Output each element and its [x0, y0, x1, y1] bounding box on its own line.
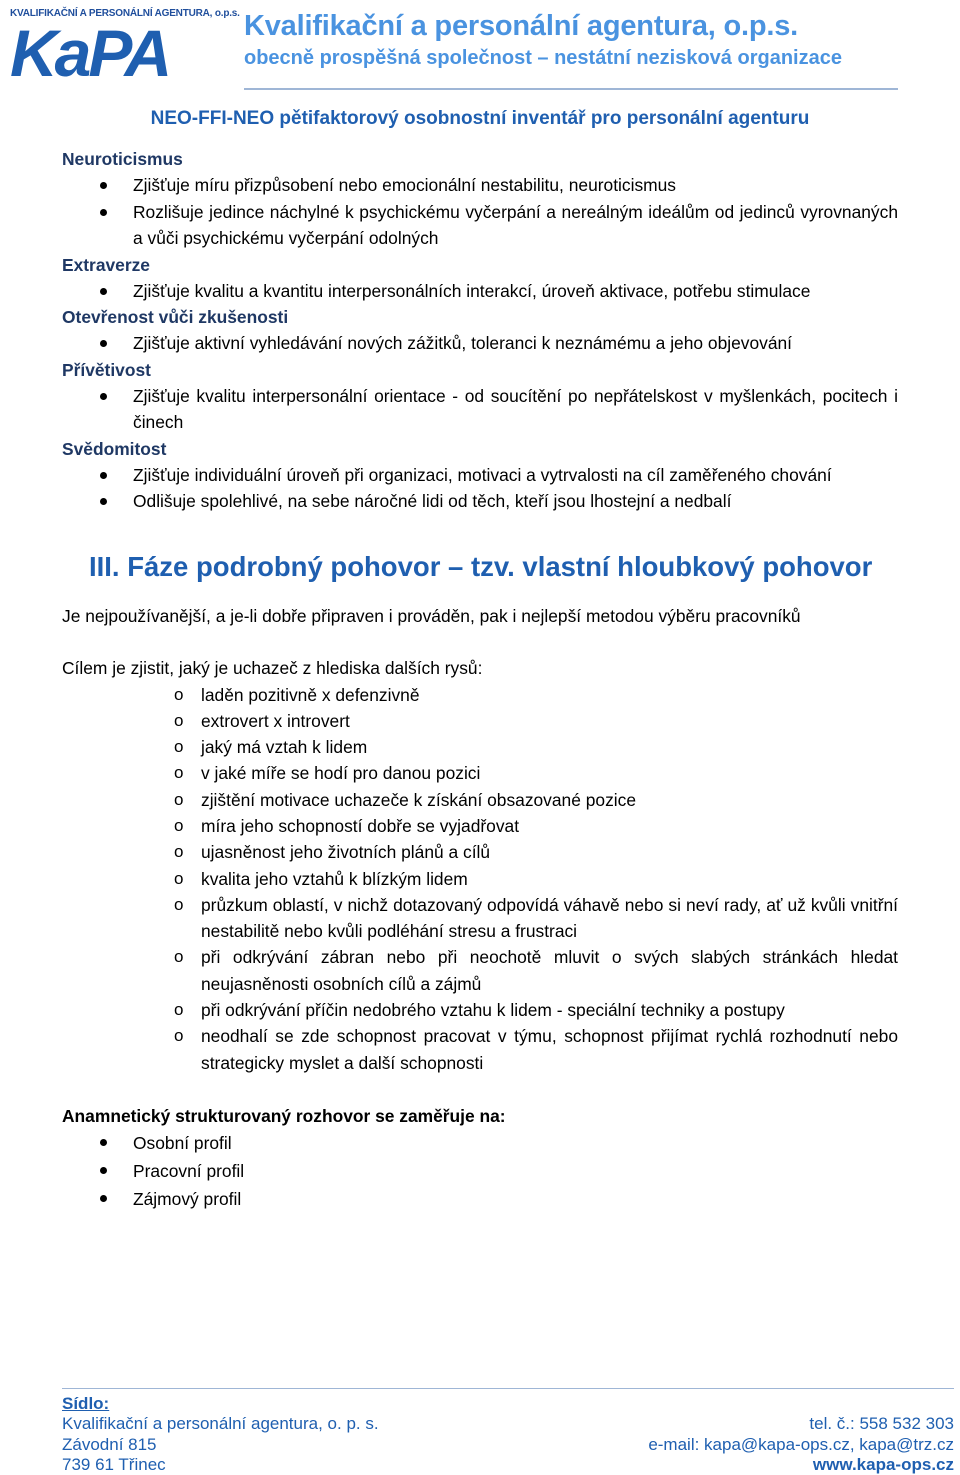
- address-line: Kvalifikační a personální agentura, o. p. s.: [62, 1414, 379, 1433]
- section-agreeableness: [62, 357, 898, 436]
- document-title: NEO-FFI-NEO pětifaktorový osobnostní inventář pro personální agenturu: [150, 108, 810, 129]
- kapa-logo: [10, 8, 240, 90]
- list-item: Zájmový profil: [62, 1185, 898, 1213]
- list-item: Zjišťuje míru přizpůsobení nebo emocionální nestabilitu, neuroticismus: [62, 172, 898, 199]
- list-item: o v jaké míře se hodí pro danou pozici: [62, 760, 898, 786]
- section-heading: Přívětivost: [62, 359, 151, 380]
- list-item: o extrovert x introvert: [62, 708, 898, 734]
- organization-title: Kvalifikační a personální agentura, o.p.s.: [244, 10, 799, 42]
- website-link[interactable]: www.kapa-ops.cz: [812, 1455, 954, 1474]
- phase-heading: III. Fáze podrobný pohovor – tzv. vlastní hloubkový pohovor: [89, 550, 873, 582]
- list-item: o míra jeho schopností dobře se vyjadřovat: [62, 813, 898, 839]
- list-item: o laděn pozitivně x defenzivně: [62, 682, 898, 708]
- list-item: Zjišťuje individuální úroveň při organizaci, motivaci a vytrvalosti na cíl zaměřeného chování: [62, 462, 898, 489]
- section-heading: Neuroticismus: [62, 149, 183, 169]
- document-body: [62, 106, 898, 1213]
- logo-wordmark: KaPA: [10, 16, 170, 90]
- list-item: Rozlišuje jedince náchylné k psychickému vyčerpání a nereálným ideálům od jedinců vyrovnaných a vůči psychickému vyčerpání odolných: [62, 199, 898, 252]
- list-item: Zjišťuje kvalitu interpersonální orientace - od soucítění po nepřátelskost v myšlenkách, pocitech i činech: [62, 383, 898, 436]
- organization-subtitle: obecně prospěšná společnost – nestátní nezisková organizace: [244, 47, 842, 69]
- list-item: Pracovní profil: [62, 1157, 898, 1185]
- page-header: [0, 0, 960, 92]
- list-item: o při odkrývání příčin nedobrého vztahu k lidem - speciální techniky a postupy: [62, 997, 898, 1023]
- anamnestic-heading: Anamnetický strukturovaný rozhovor se zaměřuje na:: [62, 1105, 506, 1126]
- section-extraversion: [62, 252, 898, 305]
- list-item: o neodhalí se zde schopnost pracovat v týmu, schopnost přijímat rychlá rozhodnutí nebo strategicky myslet a další schopnosti: [62, 1023, 898, 1076]
- header-divider: [244, 88, 898, 90]
- list-item: o při odkrývání zábran nebo při neochotě mluvit o svých slabých stránkách hledat neujasněnosti osobních cílů a zájmů: [62, 944, 898, 997]
- email-addresses: e-mail: kapa@kapa-ops.cz, kapa@trz.cz: [648, 1435, 954, 1454]
- list-item: o ujasněnost jeho životních plánů a cílů: [62, 839, 898, 865]
- seat-label: Sídlo:: [62, 1394, 110, 1413]
- list-item: Osobní profil: [62, 1129, 898, 1157]
- section-heading: Otevřenost vůči zkušenosti: [62, 307, 289, 327]
- address-line: 739 61 Třinec: [62, 1455, 166, 1474]
- section-heading: Extraverze: [62, 254, 150, 275]
- list-item: Zjišťuje kvalitu a kvantitu interpersonálních interakcí, úroveň aktivace, potřebu stimulace: [62, 278, 898, 305]
- phone-number: tel. č.: 558 532 303: [809, 1414, 954, 1433]
- goal-intro: Cílem je zjistit, jaký je uchazeč z hlediska dalších rysů:: [62, 658, 483, 678]
- section-heading: Svědomitost: [62, 438, 167, 459]
- list-item: o zjištění motivace uchazeče k získání obsazované pozice: [62, 787, 898, 813]
- list-item: o kvalita jeho vztahů k blízkým lidem: [62, 866, 898, 892]
- list-item: Odlišuje spolehlivé, na sebe náročné lidi od těch, kteří jsou lhostejní a nedbalí: [62, 488, 898, 515]
- list-item: o jaký má vztah k lidem: [62, 734, 898, 760]
- address-line: Závodní 815: [62, 1435, 157, 1454]
- section-openness: [62, 304, 898, 357]
- anamnestic-list: [62, 1129, 898, 1213]
- goal-list: [62, 682, 898, 1076]
- logo-caption: KVALIFIKAČNÍ A PERSONÁLNÍ AGENTURA, o.p.s.: [10, 8, 240, 19]
- footer-divider: [62, 1388, 954, 1389]
- list-item: Zjišťuje aktivní vyhledávání nových zážitků, toleranci k neznámému a jeho objevování: [62, 330, 898, 357]
- section-conscientiousness: [62, 436, 898, 515]
- section-neuroticism: [62, 146, 898, 252]
- phase-intro: Je nejpoužívanější, a je-li dobře připraven i prováděn, pak i nejlepší metodou výběru pracovníků: [62, 605, 801, 626]
- list-item: o průzkum oblastí, v nichž dotazovaný odpovídá váhavě nebo si neví rady, ať už kvůli vnitřní nestabilitě nebo kvůli podléhání stresu a frustraci: [62, 892, 898, 945]
